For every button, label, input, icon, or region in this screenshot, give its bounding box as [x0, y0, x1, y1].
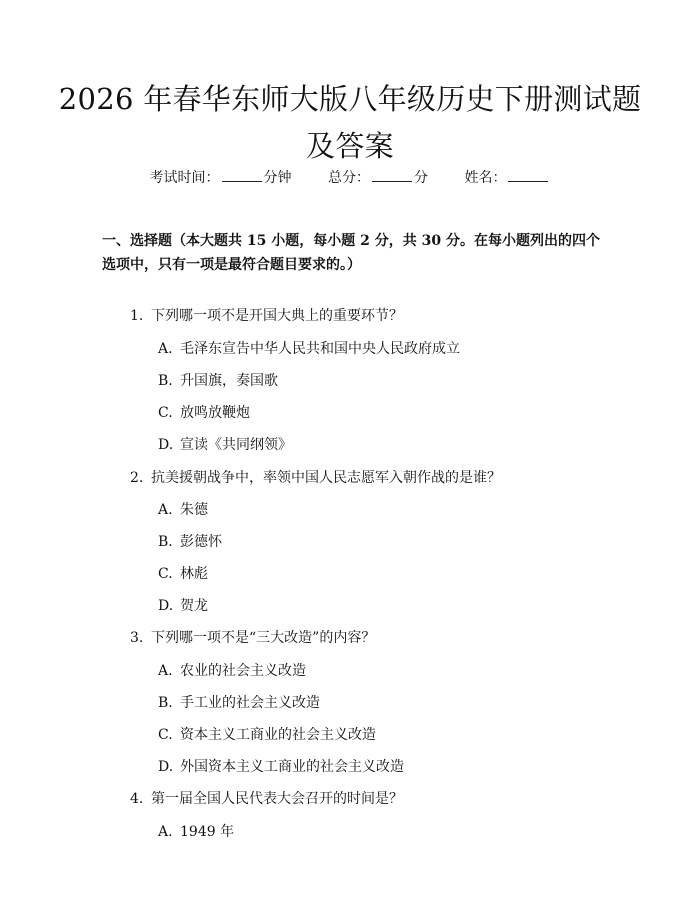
option-text: 升国旗，奏国歌: [180, 373, 278, 389]
option-text: 1949 年: [180, 824, 235, 840]
option-letter: D.: [158, 598, 174, 614]
exam-time-label: 考试时间：: [149, 170, 220, 186]
question-2-option-c: [158, 564, 208, 584]
question-text: 抗美援朝战争中，率领中国人民志愿军入朝作战的是谁？: [151, 470, 501, 486]
question-1-option-d: [158, 435, 292, 455]
option-letter: D.: [158, 759, 174, 775]
student-name-blank: [508, 168, 548, 182]
student-name-label: 姓名：: [464, 170, 507, 186]
option-letter: A.: [158, 502, 173, 518]
option-letter: C.: [158, 727, 173, 743]
exam-time-blank: [222, 168, 262, 182]
title-line-2: 及答案: [306, 129, 394, 163]
document-title: [0, 76, 700, 170]
question-1-option-c: [158, 403, 250, 423]
option-text: 朱德: [180, 502, 208, 518]
option-text: 外国资本主义工商业的社会主义改造: [180, 759, 404, 775]
question-3-option-d: [158, 757, 404, 777]
question-1: [130, 306, 403, 326]
option-letter: C.: [158, 566, 173, 582]
option-letter: B.: [158, 534, 173, 550]
question-3-option-a: [158, 661, 306, 681]
question-number: 2.: [130, 470, 144, 486]
option-letter: A.: [158, 663, 173, 679]
option-letter: B.: [158, 373, 173, 389]
total-score-unit: 分: [414, 170, 428, 186]
option-letter: A.: [158, 341, 173, 357]
question-2-option-b: [158, 532, 222, 552]
question-2-option-d: [158, 596, 208, 616]
question-2-option-a: [158, 500, 208, 520]
student-name-field: [464, 168, 550, 188]
question-number: 1.: [130, 308, 144, 324]
option-text: 彭德怀: [180, 534, 222, 550]
option-text: 贺龙: [180, 598, 208, 614]
option-text: 手工业的社会主义改造: [180, 695, 320, 711]
question-3-option-c: [158, 725, 376, 745]
option-letter: B.: [158, 695, 173, 711]
question-text: 第一届全国人民代表大会召开的时间是？: [151, 791, 403, 807]
total-score-field: [328, 168, 428, 188]
option-text: 资本主义工商业的社会主义改造: [180, 727, 376, 743]
option-letter: C.: [158, 405, 173, 421]
question-3-option-b: [158, 693, 320, 713]
exam-info-line: [0, 168, 700, 188]
question-number: 4.: [130, 791, 144, 807]
option-text: 宣读《共同纲领》: [180, 437, 292, 453]
exam-time-unit: 分钟: [263, 170, 292, 186]
question-4: [130, 789, 403, 809]
question-3: [130, 628, 375, 648]
exam-time-field: [150, 168, 292, 188]
question-text: 下列哪一项不是“三大改造”的内容？: [151, 630, 376, 646]
question-1-option-a: [158, 339, 460, 359]
title-line-1: 2026 年春华东师大版八年级历史下册测试题: [58, 82, 642, 116]
question-4-option-a: [158, 822, 234, 842]
option-letter: A.: [158, 824, 173, 840]
section-heading-multiple-choice: 一、选择题（本大题共 15 小题，每小题 2 分，共 30 分。在每小题列出的四个选项中，只有一项是最符合题目要求的。）: [102, 233, 600, 273]
total-score-blank: [372, 168, 412, 182]
question-text: 下列哪一项不是开国大典上的重要环节？: [151, 308, 403, 324]
option-text: 放鸣放鞭炮: [180, 405, 250, 421]
option-letter: D.: [158, 437, 174, 453]
question-number: 3.: [130, 630, 144, 646]
question-1-option-b: [158, 371, 278, 391]
option-text: 农业的社会主义改造: [180, 663, 306, 679]
question-2: [130, 468, 501, 488]
option-text: 毛泽东宣告中华人民共和国中央人民政府成立: [180, 341, 460, 357]
option-text: 林彪: [180, 566, 208, 582]
total-score-label: 总分：: [328, 170, 370, 186]
